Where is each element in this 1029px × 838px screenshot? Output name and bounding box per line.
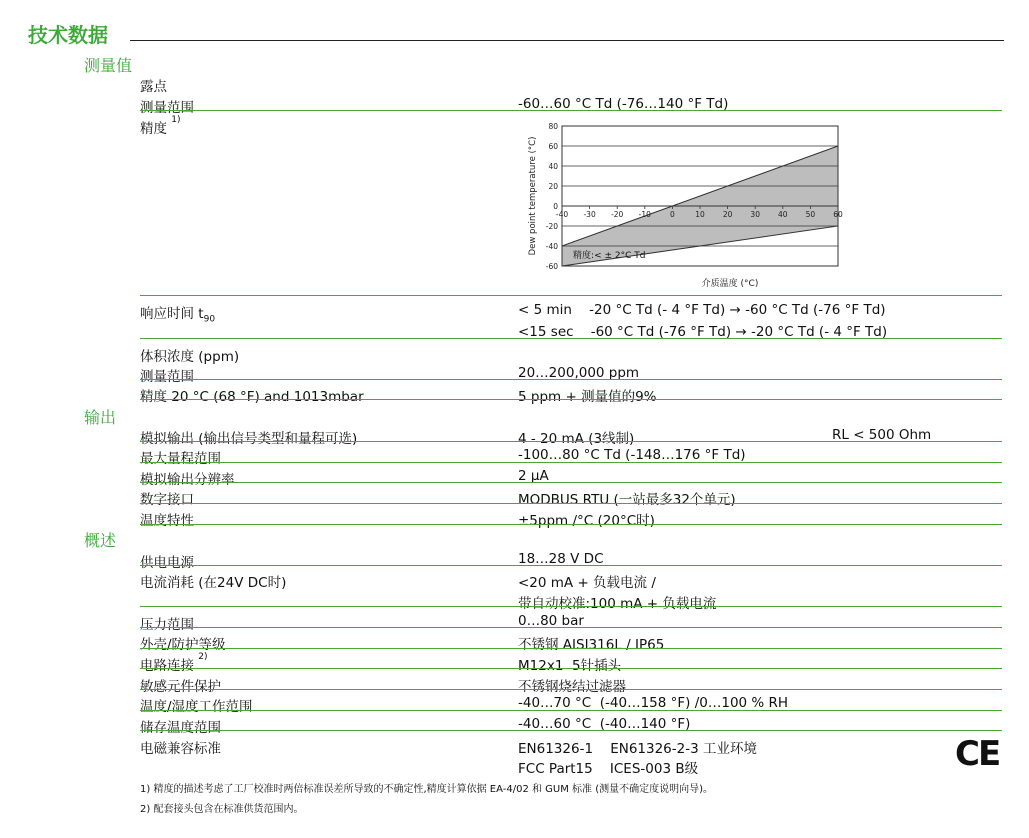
row-rule [140, 648, 1002, 649]
y-tick-label: -60 [545, 262, 558, 271]
current-value-2: 带自动校准:100 mA + 负载电流 [518, 596, 717, 612]
x-tick-label: -40 [555, 210, 569, 219]
x-axis-label: 介质温度 (°C) [701, 279, 759, 288]
response-line-2: <15 sec -60 °C Td (-76 °F Td) → -20 °C Td (- 4 °F Td) [518, 324, 888, 340]
temp-characteristic-label: 温度特性 [140, 513, 194, 529]
current-value-1: <20 mA + 负载电流 / [518, 575, 656, 591]
ppm-heading: 体积浓度 (ppm) [140, 349, 240, 365]
supply-label: 供电电源 [140, 555, 194, 571]
emc-value-2: FCC Part15 ICES-003 B级 [518, 761, 699, 777]
x-tick-label: 60 [833, 210, 843, 219]
current-label: 电流消耗 (在24V DC时) [140, 575, 287, 591]
resolution-label: 模拟输出分辨率 [140, 472, 235, 488]
footnote-2: 2) 配套接头包含在标准供货范围内。 [140, 804, 304, 815]
x-tick-label: -10 [638, 210, 651, 219]
row-rule [140, 689, 1002, 690]
connection-label [140, 654, 208, 674]
pressure-label: 压力范围 [140, 617, 194, 633]
analog-output-label: 模拟输出 (输出信号类型和量程可选) [140, 431, 358, 447]
row-rule [140, 441, 1002, 442]
footnote-ref: 2) [198, 652, 208, 662]
response-line-1: < 5 min -20 °C Td (- 4 °F Td) → -60 °C Td (-76 °F Td) [518, 302, 886, 318]
dewpoint-range-label: 测量范围 [140, 100, 194, 116]
y-tick-label: 60 [548, 142, 558, 151]
footnote-1: 1) 精度的描述考虑了工厂校准时两倍标准误差所导致的不确定性,精度计算依据 EA-4/02 和 GUM 标准 (测量不确定度说明向导)。 [140, 784, 714, 795]
analog-output-load: RL < 500 Ohm [832, 427, 932, 443]
x-tick-label: -30 [583, 210, 596, 219]
row-rule [140, 710, 1002, 711]
ppm-range-label: 测量范围 [140, 369, 194, 385]
row-rule [140, 730, 1002, 731]
row-rule [140, 503, 1002, 504]
x-tick-label: -20 [611, 210, 624, 219]
supply-value: 18…28 V DC [518, 551, 604, 567]
housing-value: 不锈钢 AISI316L / IP65 [518, 637, 665, 653]
connection-value: M12x1 5针插头 [518, 658, 622, 674]
y-tick-label: -20 [545, 222, 558, 231]
y-tick-label: -40 [545, 242, 558, 251]
ppm-accuracy-value: 5 ppm + 测量值的9% [518, 389, 657, 405]
operating-range-value: -40…70 °C (-40…158 °F) /0…100 % RH [518, 695, 789, 711]
x-tick-label: 20 [722, 210, 733, 219]
response-label-text: 响应时间 t [140, 306, 204, 322]
row-rule [140, 668, 1002, 669]
page-title: 技术数据 [28, 23, 108, 47]
row-rule [140, 627, 1002, 628]
ppm-accuracy-label: 精度 20 °C (68 °F) and 1013mbar [140, 389, 364, 405]
storage-range-value: -40…60 °C (-40…140 °F) [518, 716, 691, 732]
row-rule [140, 524, 1002, 525]
row-rule [140, 606, 1002, 607]
response-label [140, 302, 215, 325]
row-rule [140, 110, 1002, 111]
housing-label: 外壳/防护等级 [140, 637, 226, 653]
x-tick-label: 40 [778, 210, 788, 219]
sensor-protection-label: 敏感元件保护 [140, 679, 221, 695]
resolution-value: 2 μA [518, 468, 549, 484]
emc-label: 电磁兼容标准 [140, 741, 221, 757]
title-rule [130, 40, 1004, 41]
footnote-ref: 1) [171, 115, 181, 125]
x-tick-label: 10 [695, 210, 705, 219]
ce-mark: CE [955, 734, 1000, 774]
accuracy-label-text: 精度 [140, 121, 167, 137]
sensor-protection-value: 不锈钢烧结过滤器 [518, 679, 626, 695]
y-tick-label: 20 [548, 182, 558, 191]
y-tick-label: 80 [548, 122, 558, 131]
row-rule [140, 565, 1002, 566]
storage-range-label: 储存温度范围 [140, 720, 221, 736]
chart-annotation: 精度:< ± 2°C Td [573, 251, 646, 261]
max-range-value: -100…80 °C Td (-148…176 °F Td) [518, 447, 746, 463]
row-rule [140, 295, 1002, 296]
ppm-range-value: 20…200,000 ppm [518, 365, 640, 381]
max-range-label: 最大量程范围 [140, 451, 221, 467]
emc-value-1: EN61326-1 EN61326-2-3 工业环境 [518, 741, 757, 757]
row-rule [140, 462, 1002, 463]
connection-label-text: 电路连接 [140, 658, 194, 674]
response-sub: 90 [203, 314, 216, 325]
y-axis-label: Dew point temperature (°C) [528, 136, 538, 256]
y-tick-label: 40 [548, 162, 558, 171]
y-tick-label: 0 [553, 202, 558, 211]
analog-output-value: 4 - 20 mA (3线制) [518, 431, 635, 447]
x-tick-label: 50 [805, 210, 816, 219]
section-general: 概述 [84, 531, 117, 550]
operating-range-label: 温度/湿度工作范围 [140, 699, 253, 715]
row-rule [140, 399, 1002, 400]
digital-interface-value: MODBUS RTU (一站最多32个单元) [518, 492, 736, 508]
section-measured: 测量值 [84, 56, 133, 75]
x-tick-label: 0 [670, 210, 675, 219]
row-rule [140, 482, 1002, 483]
row-rule [140, 379, 1002, 380]
pressure-value: 0…80 bar [518, 613, 584, 629]
row-rule [140, 338, 1002, 339]
accuracy-chart [520, 118, 850, 288]
dewpoint-range-value: -60…60 °C Td (-76…140 °F Td) [518, 96, 729, 112]
temp-characteristic-value: ±5ppm /°C (20°C时) [518, 513, 655, 529]
accuracy-label [140, 117, 181, 137]
dewpoint-heading: 露点 [140, 79, 167, 95]
x-tick-label: 30 [750, 210, 760, 219]
section-output: 输出 [84, 408, 117, 427]
digital-interface-label: 数字接口 [140, 492, 194, 508]
